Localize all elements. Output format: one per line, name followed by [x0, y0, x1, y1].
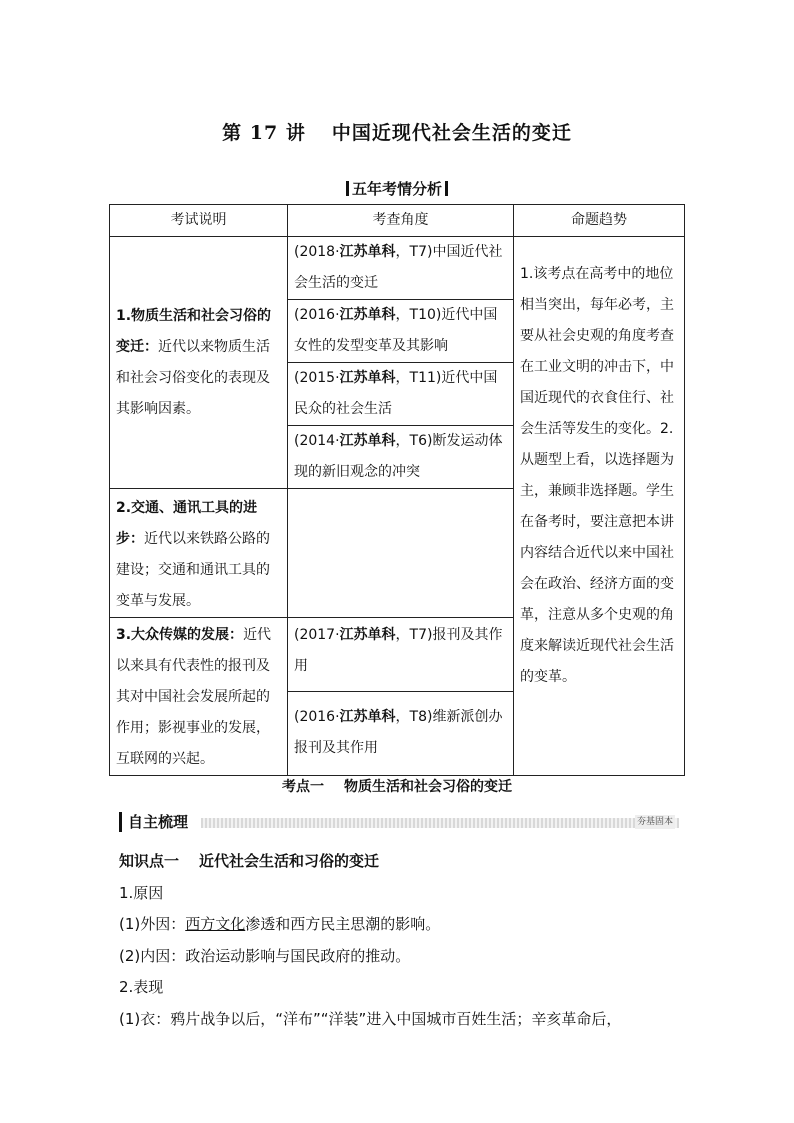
section-1-description [110, 237, 288, 489]
heading-bar-right [445, 181, 448, 196]
section-bar-label: 自主梳理 [119, 812, 188, 832]
knowledge-point-title: 近代社会生活和习俗的变迁 [199, 852, 380, 870]
cause-external [119, 909, 689, 941]
section-3-text: 近代以来具有代表性的报刊及其对中国社会发展所起的作用；影视事业的发展，互联网的兴起。 [116, 627, 272, 767]
page-title [0, 118, 794, 145]
section-1-text: 近代以来物质生活和社会习俗变化的表现及其影响因素。 [116, 338, 270, 417]
angle-cell [288, 300, 514, 363]
angle-prefix: (2016· [294, 709, 340, 726]
angle-source: 江苏单科 [339, 244, 396, 260]
angle-source: 江苏单科 [339, 709, 396, 726]
section-bar [119, 812, 679, 832]
lesson-topic: 中国近现代社会生活的变迁 [331, 122, 572, 144]
angle-cell-empty [288, 489, 514, 618]
angle-prefix: (2018· [294, 244, 340, 260]
angle-text: ，T7)中国近代社会生活的变迁 [294, 244, 503, 291]
cause-external-underlined: 西方文化 [185, 915, 246, 933]
angle-prefix: (2015· [294, 370, 340, 386]
cause-external-suffix: 渗透和西方民主思潮的影响。 [245, 915, 441, 933]
section-3-description [110, 618, 288, 776]
section-bar-tag: 夯基固本 [636, 817, 673, 827]
section-1-title: 1.物质生活和社会习俗的变迁： [116, 307, 272, 355]
trend-cell: 1.该考点在高考中的地位相当突出，每年必考，主要从社会史观的角度考查在工业文明的冲击下，中国近现代的衣食住行、社会生活等发生的变化。2.从题型上看，以选择题为主，兼顾非选择题。学生在备考时，要注意把本讲内容结合近代以来中国社会在政治、经济方面的变革，注意从多个史观的角度来解读近现代社会生活的变革。 [514, 237, 685, 776]
analysis-heading [0, 178, 794, 199]
cause-internal: (2)内因：政治运动影响与国民政府的推动。 [119, 946, 411, 965]
table-header-row [110, 205, 685, 237]
kaodian-heading [0, 776, 794, 796]
angle-cell [288, 363, 514, 426]
knowledge-point-heading [119, 846, 689, 878]
kaodian-text: 物质生活和社会习俗的变迁 [344, 779, 512, 795]
lesson-number: 第 17 讲 [222, 122, 306, 144]
header-exam-description: 考试说明 [110, 205, 288, 237]
angle-text: ，T7)报刊及其作用 [294, 627, 503, 674]
angle-source: 江苏单科 [339, 370, 396, 386]
heading-bar-left [346, 181, 349, 196]
exam-analysis-table [109, 204, 685, 776]
heading-performance: 2.表现 [119, 978, 164, 996]
angle-text: ，T10)近代中国女性的发型变革及其影响 [294, 307, 498, 354]
table-row [110, 237, 685, 300]
angle-cell [288, 618, 514, 692]
section-3-title: 3.大众传媒的发展： [116, 627, 244, 643]
angle-cell [288, 692, 514, 776]
section-2-text: 近代以来铁路公路的建设；交通和通讯工具的变革与发展。 [116, 531, 270, 609]
angle-prefix: (2016· [294, 307, 340, 323]
angle-prefix: (2017· [294, 627, 340, 643]
section-2-title: 2.交通、通讯工具的进步： [116, 500, 258, 547]
heading-cause: 1.原因 [119, 883, 164, 902]
angle-text: ，T8)维新派创办报刊及其作用 [294, 709, 503, 757]
angle-source: 江苏单科 [339, 627, 396, 643]
section-2-description [110, 489, 288, 618]
angle-source: 江苏单科 [339, 307, 396, 323]
performance-clothing: (1)衣：鸦片战争以后，“洋布”“洋装”进入中国城市百姓生活；辛亥革命后， [119, 1009, 622, 1028]
angle-cell [288, 426, 514, 489]
angle-cell [288, 237, 514, 300]
knowledge-point-label: 知识点一 [119, 852, 180, 870]
analysis-heading-text: 五年考情分析 [351, 180, 442, 198]
header-trend: 命题趋势 [514, 205, 685, 237]
cause-external-prefix: (1)外因： [119, 915, 186, 933]
angle-text: ，T6)断发运动体现的新旧观念的冲突 [294, 433, 503, 480]
kaodian-label: 考点一 [282, 779, 324, 795]
angle-text: ，T11)近代中国民众的社会生活 [294, 370, 498, 417]
body-text [119, 846, 689, 1035]
angle-prefix: (2014· [294, 433, 340, 449]
header-exam-angle: 考查角度 [288, 205, 514, 237]
section-bar-band [201, 818, 679, 828]
angle-source: 江苏单科 [339, 433, 396, 449]
